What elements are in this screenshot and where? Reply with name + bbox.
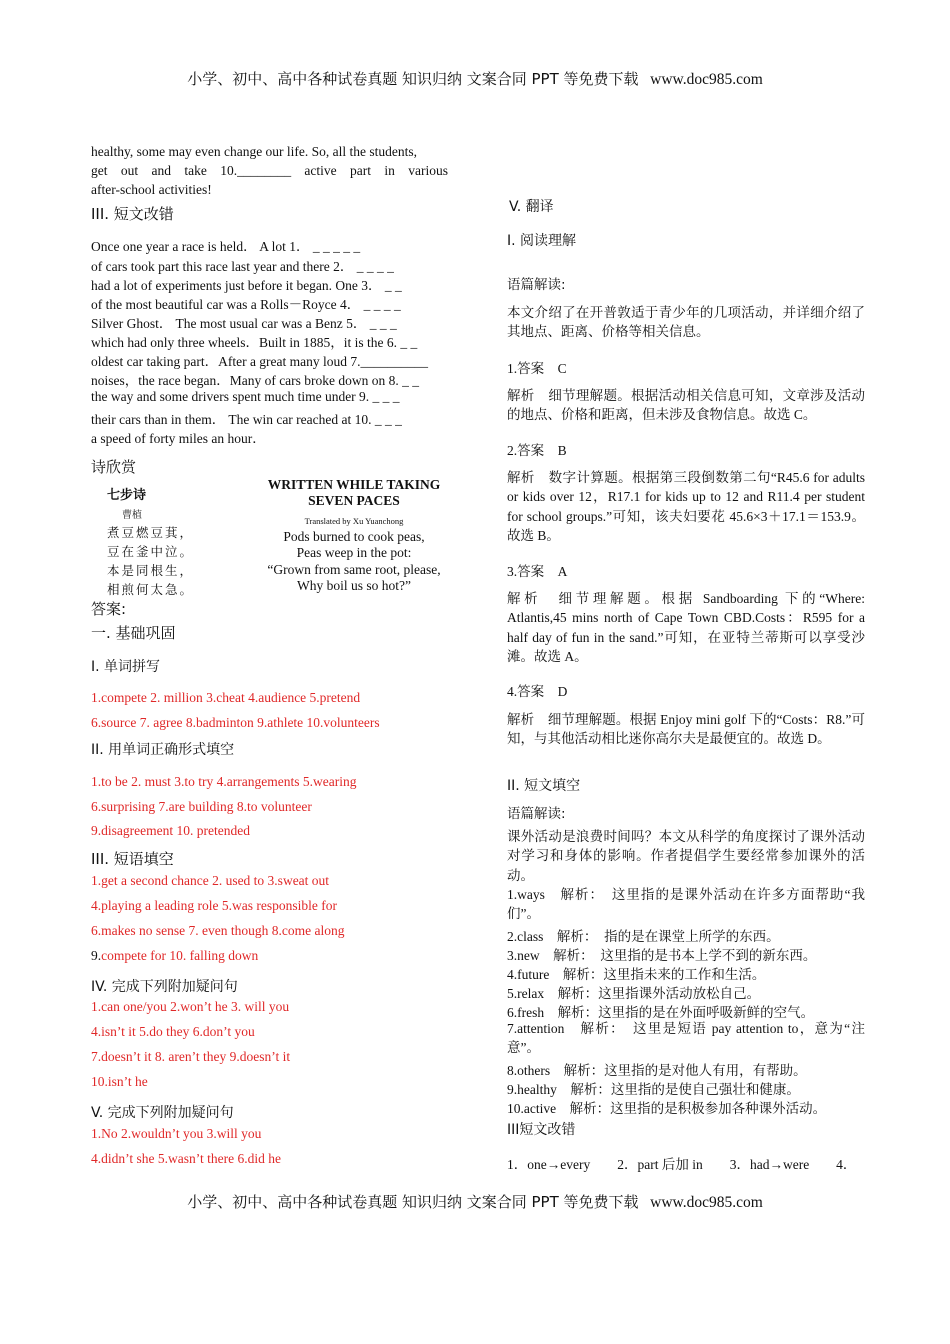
answer-line: 1.to be 2. must 3.to try 4.arrangements 5.wearing: [91, 774, 357, 789]
section-title: III短文改错: [507, 1122, 576, 1138]
cloze-item: 7.attention 解析： 这里是短语 pay attention to，意为“注意”。: [507, 1021, 865, 1056]
part-title: V. 翻译: [509, 199, 554, 215]
answer-line: 4.isn’t it 5.do they 6.don’t you: [91, 1024, 255, 1039]
cloze-item: 1.ways 解析： 这里指的是课外活动在许多方面帮助“我们”。: [507, 887, 865, 922]
passage-line: had a lot of experiments just before it began. One 3． _ _: [91, 278, 402, 293]
poem-en-title: SEVEN PACES: [308, 493, 400, 508]
answer-line: 1.can one/you 2.won’t he 3. will you: [91, 999, 290, 1014]
analysis-paragraph: 解析 数字计算题。根据第三段倒数第二句“R45.6 for adults or kids over 12，R17.1 for kids up to 12 and R11.4 per student for school groups.”可知，该夫妇要花 45.6×3＋17.1＝153.9。故选 B。: [507, 470, 865, 543]
section-title: III. 短语填空: [91, 850, 174, 868]
poem-cn-line: 相煎何太急。: [107, 582, 195, 597]
passage-line: a speed of forty miles an hour．: [91, 431, 266, 446]
poem-cn-line: 豆在釜中泣。: [107, 544, 195, 559]
cloze-item: 8.others 解析：这里指的是对他人有用，有帮助。: [507, 1063, 807, 1078]
answer-label: 2.答案 B: [507, 443, 567, 458]
cloze-item: 10.active 解析：这里指的是积极参加各种课外活动。: [507, 1101, 827, 1116]
answer-line: 1.get a second chance 2. used to 3.sweat out: [91, 873, 330, 888]
answer-line: 9.disagreement 10. pretended: [91, 823, 250, 838]
analysis-paragraph: 解析 细节理解题。根据 Enjoy mini golf 下的“Costs：R8.”可知，与其他活动相比迷你高尔夫是最便宜的。故选 D。: [507, 712, 865, 747]
error-answers: 1．one→every 2．part 后加 in 3．had→were 4．: [507, 1157, 857, 1172]
passage-line: of cars took part this race last year and there 2． _ _ _ _: [91, 259, 394, 274]
answer-line: 7.doesn’t it 8. aren’t they 9.doesn’t it: [91, 1049, 291, 1064]
answer-line: 4.didn’t she 5.wasn’t there 6.did he: [91, 1151, 281, 1166]
cloze-item: 5.relax 解析：这里指课外活动放松自己。: [507, 986, 761, 1001]
passage-line: of the most beautiful car was a Rolls－Royce 4． _ _ _ _: [91, 297, 401, 312]
cloze-item: 3.new 解析： 这里指的是书本上学不到的新东西。: [507, 948, 817, 963]
passage-line: oldest car taking part．After a great many loud 7.__________: [91, 354, 429, 369]
footer-url[interactable]: www.doc985.com: [650, 1194, 763, 1211]
poem-en-line: Peas weep in the pot:: [296, 545, 412, 560]
answer-line: 1.No 2.wouldn’t you 3.will you: [91, 1126, 262, 1141]
answer-number: 9.: [91, 948, 102, 963]
section-title: V. 完成下列附加疑问句: [91, 1105, 234, 1121]
header-text: 小学、初中、高中各种试卷真题 知识归纳 文案合同 PPT 等免费下载: [187, 70, 639, 88]
poem-en-title: WRITTEN WHILE TAKING: [267, 477, 441, 492]
cloze-item: 6.fresh 解析：这里指的是在外面呼吸新鲜的空气。: [507, 1005, 815, 1020]
page-header: [0, 68, 950, 89]
answer-text: compete for 10. falling down: [101, 948, 259, 963]
section-title: III. 短文改错: [91, 205, 174, 223]
passage-line: Silver Ghost． The most usual car was a Benz 5． _ _ _: [91, 316, 397, 331]
answer-label: 4.答案 D: [507, 684, 568, 699]
intro-label: 语篇解读:: [507, 277, 566, 293]
analysis-paragraph: 解析 细节理解题。根据活动相关信息可知，文章涉及活动的地点、价格和距离，但未涉及食物信息。故选 C。: [507, 388, 865, 423]
header-url[interactable]: www.doc985.com: [650, 71, 763, 88]
answer-line: [91, 948, 258, 964]
answer-label: 3.答案 A: [507, 564, 568, 579]
poem-en-line: “Grown from same root, please,: [267, 562, 441, 577]
intro-paragraph: 本文介绍了在开普敦适于青少年的几项活动，并详细介绍了其地点、距离、价格等相关信息。: [507, 305, 865, 341]
intro-line: after-school activities!: [91, 182, 212, 197]
poem-cn-title: 七步诗: [107, 488, 147, 503]
section-title: II. 短文填空: [507, 778, 581, 794]
poem-cn-line: 本是同根生，: [107, 563, 195, 578]
section-title: II. 用单词正确形式填空: [91, 742, 235, 758]
footer-text: 小学、初中、高中各种试卷真题 知识归纳 文案合同 PPT 等免费下载: [187, 1193, 639, 1211]
answer-line: 6.source 7. agree 8.badminton 9.athlete 10.volunteers: [91, 715, 380, 730]
cloze-item: 4.future 解析：这里指未来的工作和生活。: [507, 967, 766, 982]
section-title: I. 单词拼写: [91, 659, 161, 675]
poem-cn-author: 曹植: [122, 510, 142, 521]
section-title: IV. 完成下列附加疑问句: [91, 979, 238, 995]
passage-line: which had only three wheels．Built in 1885，it is the 6. _ _: [91, 335, 418, 350]
poem-en-line: Pods burned to cook peas,: [283, 529, 425, 544]
page-footer: [0, 1191, 950, 1212]
analysis-paragraph: 解析 细节理解题。根据 Sandboarding 下的“Where: Atlantis,45 mins north of Cape Town CBD.Costs：R595 for a half day of fun in the sand.”可知，在亚特兰蒂斯可以享受沙滩。故选 A。: [507, 591, 865, 664]
poem-cn-line: 煮豆燃豆萁，: [107, 525, 195, 540]
passage-line: their cars than in them． The win car reached at 10. _ _ _: [91, 412, 402, 427]
poem-section-title: 诗欣赏: [91, 458, 137, 476]
intro-line: get out and take 10.________ active part in various: [91, 163, 448, 178]
cloze-item: 2.class 解析： 指的是在课堂上所学的东西。: [507, 929, 780, 944]
intro-label: 语篇解读:: [507, 806, 566, 822]
passage-line: noises，the race began．Many of cars broke down on 8. _ _: [91, 373, 420, 388]
answer-label: 1.答案 C: [507, 361, 567, 376]
poem-en-line: Why boil us so hot?”: [297, 578, 411, 593]
passage-line: the way and some drivers spent much time under 9. _ _ _: [91, 389, 400, 404]
intro-paragraph: 课外活动是浪费时间吗？本文从科学的角度探讨了课外活动对学习和身体的影响。作者提倡学生要经常参加课外的活动。: [507, 829, 865, 884]
answer-line: 1.compete 2. million 3.cheat 4.audience 5.pretend: [91, 690, 361, 705]
part-title: 一. 基础巩固: [91, 624, 176, 642]
passage-line: Once one year a race is held． A lot 1． _ _ _ _ _: [91, 239, 361, 254]
cloze-item: 9.healthy 解析：这里指的是使自己强壮和健康。: [507, 1082, 800, 1097]
intro-line: healthy, some may even change our life. So, all the students,: [91, 144, 418, 159]
answers-label: 答案:: [91, 600, 127, 618]
section-title: I. 阅读理解: [507, 233, 577, 249]
answer-line: 6.makes no sense 7. even though 8.come along: [91, 923, 345, 938]
poem-translator: Translated by Xu Yuanchong: [304, 516, 404, 526]
answer-line: 4.playing a leading role 5.was responsible for: [91, 898, 337, 913]
answer-line: 10.isn’t he: [91, 1074, 148, 1089]
answer-line: 6.surprising 7.are building 8.to volunteer: [91, 799, 312, 814]
